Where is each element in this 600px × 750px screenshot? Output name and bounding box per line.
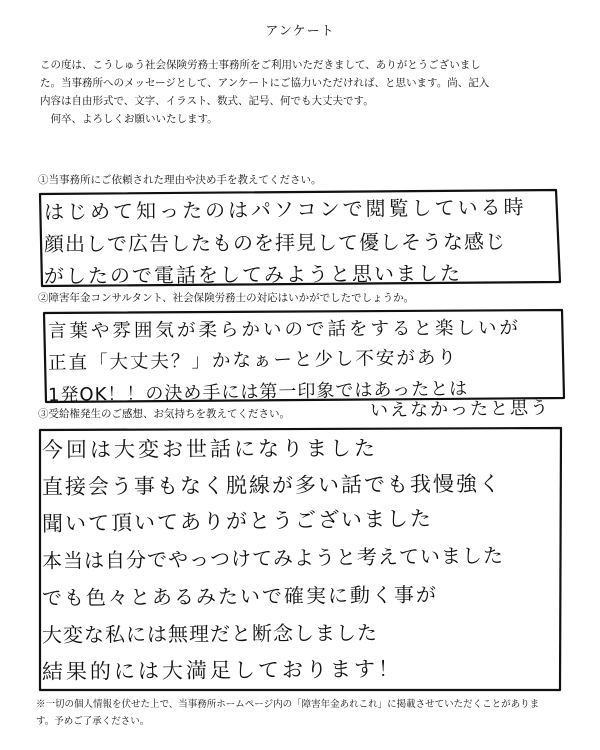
- handwritten-line: 1発OK！！の決め手には第一印象ではあったとは: [47, 378, 469, 406]
- handwritten-line: 大変な私には無理だと断念しました: [41, 620, 379, 647]
- handwritten-line: いえなかったと思う: [369, 397, 551, 422]
- handwritten-line: でも色々とあるみたいで確実に動く事が: [41, 582, 439, 610]
- handwritten-line: 言葉や雰囲気が柔らかいので話をすると楽しいが: [47, 317, 522, 342]
- handwritten-line: 本当は自分でやっつけてみようと考えていました: [41, 543, 505, 573]
- question-1-answer: [44, 196, 527, 292]
- handwritten-line: がしたので電話をしてみようと思いました: [43, 261, 463, 288]
- handwritten-line: はじめて知ったのはパソコンで閲覧している時: [43, 194, 527, 224]
- footnote-line: す。予めご了承ください。: [36, 716, 150, 727]
- handwritten-line: 今回は大変お世話になりました: [41, 436, 379, 462]
- footnote: [36, 696, 576, 730]
- intro-line: 内容は自由形式で、文字、イラスト、数式、記号、何でも大丈夫です。: [40, 95, 374, 107]
- intro-paragraph: [40, 56, 560, 128]
- question-1-label: ①当事務所にご依頼された理由や決め手を教えてください。: [38, 174, 322, 186]
- handwritten-line: 直接会う事もなく脱線が多い話でも我慢強く: [41, 471, 503, 499]
- question-3-label: ③受給権発生のご感想、お気持ちを教えてください。: [38, 408, 290, 420]
- handwritten-line: 顔出しで広告したものを拝見して優しそうな感じ: [43, 229, 507, 256]
- handwritten-line: 結果的には大満足しております！: [41, 656, 403, 684]
- handwritten-line: 正直「大丈夫？」かなぁーと少し不安があり: [47, 347, 459, 374]
- question-3-answer: [42, 432, 504, 691]
- intro-line: 何卒、よろしくお願いいたします。: [40, 113, 218, 125]
- question-2-label: ②障害年金コンサルタント、社会保険労務士の対応はいかがでしたでしょうか。: [38, 292, 415, 304]
- footnote-line: ※一切の個人情報を伏せた上で、当事務所ホームページ内の「障害年金あれこれ」に掲載させていただくことがありま: [36, 699, 540, 710]
- handwritten-line: 聞いて頂いてありがとうございました: [41, 506, 434, 536]
- intro-line: この度は、こうしゅう社会保険労務士事務所をご利用いただきまして、ありがとうございまし: [40, 59, 481, 71]
- page-title: アンケート: [265, 24, 335, 39]
- intro-line: た。当事務所へのメッセージとして、アンケートにご協力いただければ、と思います。尚、記入: [40, 77, 490, 89]
